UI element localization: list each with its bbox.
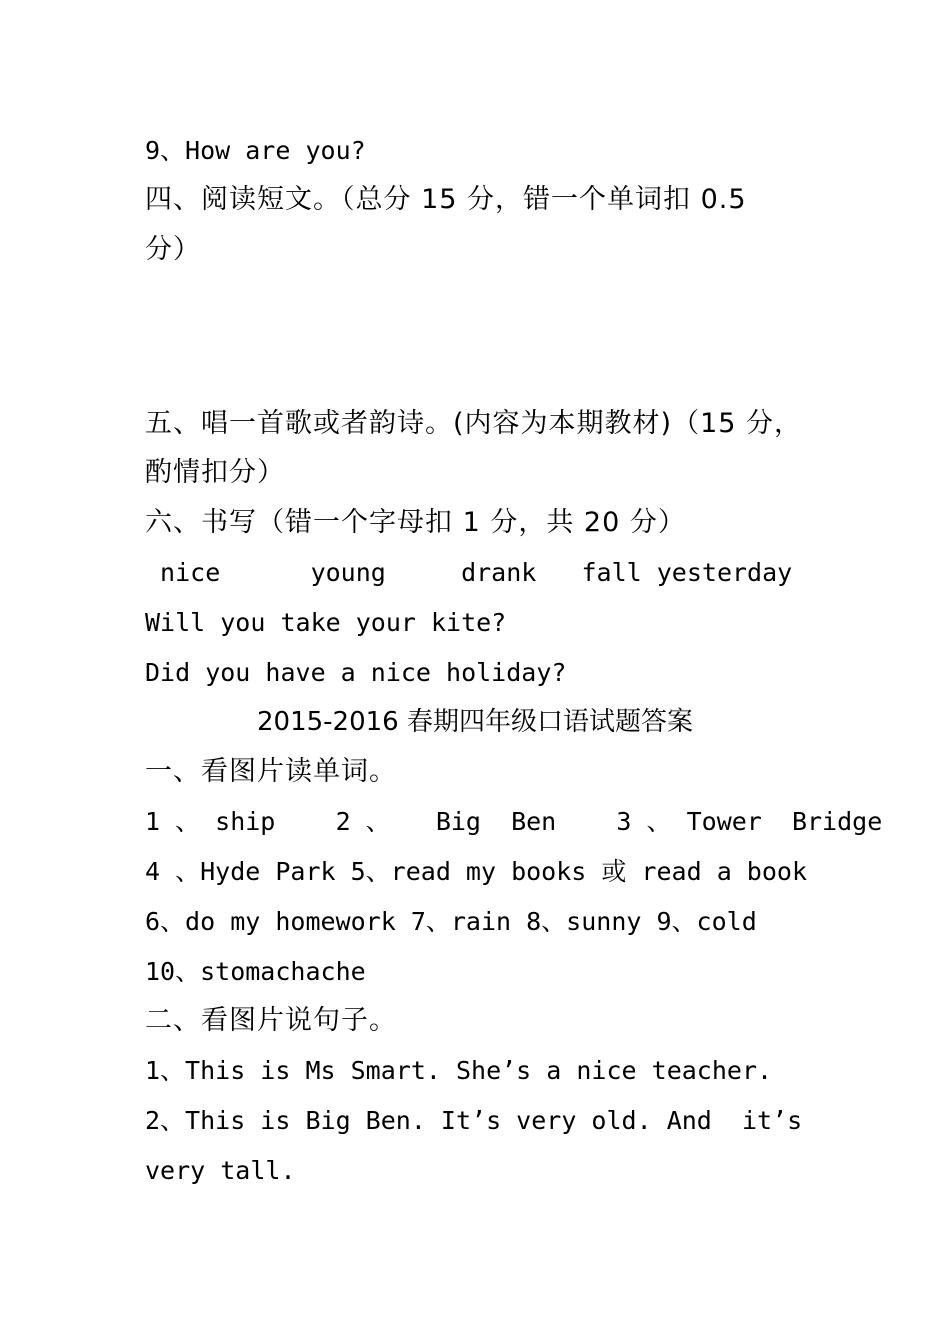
- writing-words-line: nice young drank fall yesterday: [145, 558, 793, 587]
- section-4-heading: 四、阅读短文。（总分 15 分，错一个单词扣 0.5: [145, 184, 747, 215]
- answer-sentence-2-cont: very tall.: [145, 1156, 296, 1185]
- answer-section-2-heading: 二、看图片说句子。: [145, 1005, 397, 1036]
- answer-line-2: 4 、Hyde Park 5、read my books 或 read a book: [145, 857, 807, 886]
- section-5-heading: 五、唱一首歌或者韵诗。(内容为本期教材)（15 分，: [145, 408, 803, 439]
- answer-key-title: 2015-2016 春期四年级口语试题答案: [257, 707, 693, 737]
- answer-line-4: 10、stomachache: [145, 957, 366, 986]
- writing-sentence-2: Did you have a nice holiday?: [145, 658, 567, 687]
- answer-section-1-heading: 一、看图片读单词。: [145, 756, 397, 787]
- writing-sentence-1: Will you take your kite?: [145, 608, 507, 637]
- section-5-heading-cont: 酌情扣分）: [145, 457, 285, 488]
- section-6-heading: 六、书写（错一个字母扣 1 分，共 20 分）: [145, 507, 686, 538]
- answer-line-1: 1 、 ship 2 、 Big Ben 3 、 Tower Bridge: [145, 807, 883, 836]
- question-9-line: 9、How are you?: [145, 136, 366, 165]
- answer-sentence-1: 1、This is Ms Smart. She’s a nice teacher.: [145, 1056, 773, 1085]
- section-4-heading-cont: 分）: [145, 234, 201, 265]
- answer-sentence-2: 2、This is Big Ben. It’s very old. And it’s: [145, 1106, 803, 1135]
- answer-line-3: 6、do my homework 7、rain 8、sunny 9、cold: [145, 907, 757, 936]
